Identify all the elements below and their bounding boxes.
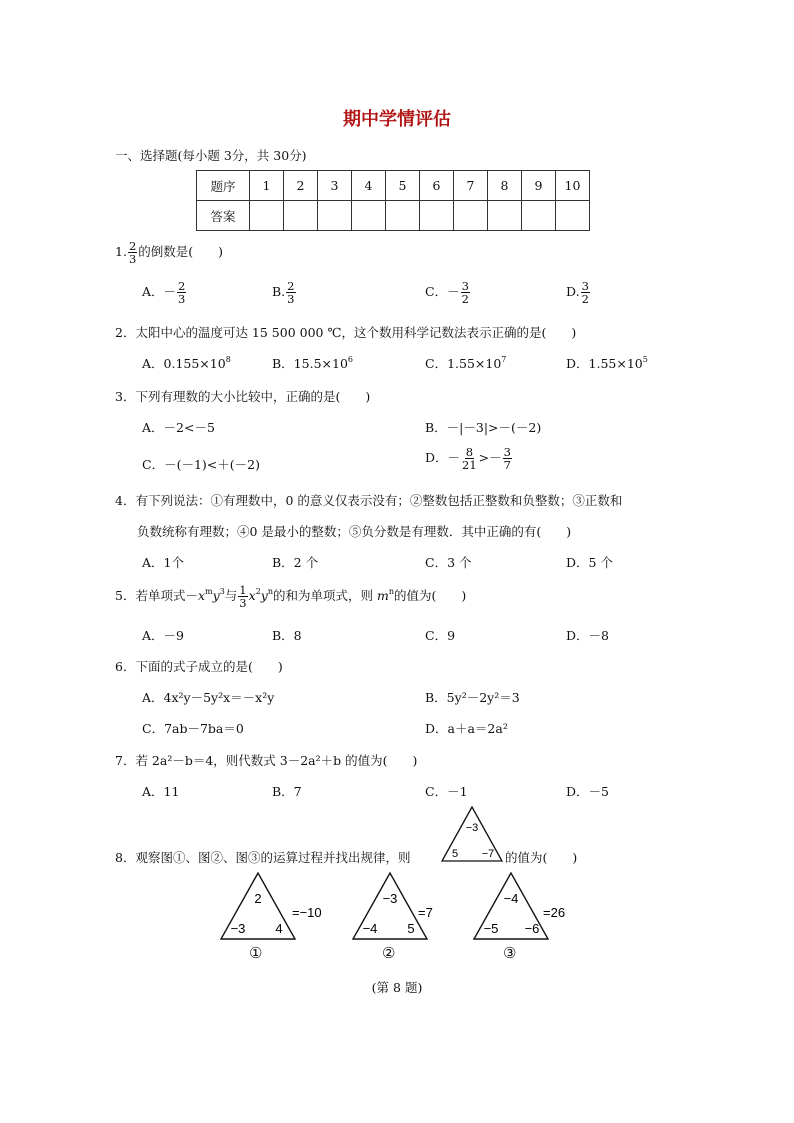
figure-2-right: 5: [407, 921, 415, 936]
figure-3: [471, 870, 581, 942]
figure-3-right: −6: [524, 921, 540, 936]
q2-option-a[interactable]: A．$0.155\times 10^8$: [142, 355, 231, 371]
answer-cell[interactable]: [318, 201, 352, 231]
answer-cell[interactable]: [454, 201, 488, 231]
q2-option-c[interactable]: C．$1.55\times 10^7$: [425, 355, 507, 371]
answer-cell[interactable]: [488, 201, 522, 231]
q4-option-c[interactable]: C．3 个: [425, 555, 472, 570]
question-6-stem: 6．下面的式子成立的是( ): [115, 659, 283, 674]
q4-option-d[interactable]: D．5 个: [566, 555, 613, 570]
table-cell: 5: [386, 171, 420, 201]
q6-option-c[interactable]: C．7ab－7ba＝0: [142, 721, 244, 736]
answer-cell[interactable]: [522, 201, 556, 231]
question-triangle: [440, 805, 504, 863]
question-triangle-left: 5: [451, 848, 459, 860]
figure-1-left: −3: [230, 921, 246, 936]
figure-caption: (第 8 题): [371, 980, 423, 995]
table-row-answers: [197, 201, 590, 231]
table-cell: 8: [488, 171, 522, 201]
q5-option-c[interactable]: C．9: [425, 628, 456, 643]
figure-3-top: −4: [503, 891, 519, 906]
question-triangle-right: −7: [481, 848, 495, 860]
table-cell: 10: [556, 171, 590, 201]
table-cell: 6: [420, 171, 454, 201]
q1-option-b[interactable]: B. $\frac{2}{3}$: [272, 279, 295, 307]
figure-1-top: 2: [254, 891, 262, 906]
q7-option-c[interactable]: C．－1: [425, 784, 468, 799]
table-cell: 1: [250, 171, 284, 201]
figure-3-result: =26: [543, 905, 566, 920]
section-heading: 一、选择题(每小题 3分，共 30分): [115, 148, 307, 163]
figure-1-right: 4: [275, 921, 283, 936]
question-triangle-top: −3: [465, 822, 479, 834]
q5-option-a[interactable]: A．－9: [142, 628, 184, 643]
question-3-stem: 3．下列有理数的大小比较中，正确的是( ): [115, 389, 371, 404]
q3-option-c[interactable]: C．－(－1)<＋(－2): [142, 457, 260, 472]
q1-option-c[interactable]: C．－ $\frac{3}{2}$: [425, 279, 469, 307]
figure-2: [350, 870, 450, 942]
table-cell: 9: [522, 171, 556, 201]
answer-cell[interactable]: [352, 201, 386, 231]
table-row-numbers: [197, 171, 590, 201]
answer-cell[interactable]: [386, 201, 420, 231]
q6-option-b[interactable]: B．5y²－2y²＝3: [425, 690, 520, 705]
figure-2-top: −3: [382, 891, 398, 906]
q2-option-b[interactable]: B．$15.5\times 10^6$: [272, 355, 353, 371]
figure-2-result: =7: [418, 905, 433, 920]
table-cell: 4: [352, 171, 386, 201]
answer-cell[interactable]: [250, 201, 284, 231]
answer-cell[interactable]: [556, 201, 590, 231]
table-row-label: 题序: [197, 171, 250, 201]
q2-option-d[interactable]: D．$1.55\times 10^5$: [566, 355, 648, 371]
figure-2-label: ②: [382, 944, 396, 962]
question-4-line-2: 负数统称有理数；④0 是最小的整数；⑤负分数是有理数．其中正确的有( ): [137, 524, 572, 539]
table-cell: 2: [284, 171, 318, 201]
answer-table: [196, 170, 590, 231]
q7-option-b[interactable]: B．7: [272, 784, 302, 799]
q4-option-a[interactable]: A．1个: [142, 555, 184, 570]
q1-option-d[interactable]: D. $\frac{3}{2}$: [566, 279, 589, 307]
question-7-stem: 7．若 2a²－b＝4，则代数式 3－2a²＋b 的值为( ): [115, 753, 418, 768]
answer-cell[interactable]: [284, 201, 318, 231]
fraction: $\frac{2}{3}$: [128, 239, 137, 267]
q5-option-d[interactable]: D．－8: [566, 628, 609, 643]
q5-option-b[interactable]: B．8: [272, 628, 302, 643]
question-2-stem: 2．太阳中心的温度可达 15 500 000 ℃，这个数用科学记数法表示正确的是( ): [115, 325, 577, 340]
table-cell: 3: [318, 171, 352, 201]
q3-option-d[interactable]: D．－ $\frac{8}{21}$ >－ $\frac{3}{7}$: [425, 445, 511, 473]
q3-option-b[interactable]: B．－|－3|>－(－2): [425, 420, 542, 435]
question-8-stem-end: 的值为( ): [505, 850, 578, 865]
figure-1: [218, 870, 336, 942]
figure-1-label: ①: [249, 944, 263, 962]
q3-option-a[interactable]: A．－2<－5: [142, 420, 215, 435]
q7-option-a[interactable]: A．11: [142, 784, 180, 799]
q1-option-a[interactable]: A．－ $\frac{2}{3}$: [142, 279, 186, 307]
question-8-stem-start: 8．观察图①、图②、图③的运算过程并找出规律，则: [115, 850, 411, 865]
figure-1-result: =−10: [292, 905, 322, 920]
table-cell: 7: [454, 171, 488, 201]
question-4-line-1: 4．有下列说法：①有理数中，0 的意义仅表示没有；②整数包括正整数和负整数；③正数和: [115, 493, 623, 508]
question-5-stem: 5．若单项式$-x^my^3$与 $\frac{1}{3}$ $x^2y^n$的和为单项式，则 $m^n$的值为( ): [115, 583, 467, 611]
q4-option-b[interactable]: B．2 个: [272, 555, 319, 570]
answer-cell[interactable]: [420, 201, 454, 231]
figure-3-label: ③: [503, 944, 517, 962]
q6-option-d[interactable]: D．a＋a＝2a²: [425, 721, 508, 736]
figure-3-left: −5: [483, 921, 499, 936]
question-1-stem: 1. $\frac{2}{3}$ 的倒数是( ): [115, 239, 224, 267]
table-row-label: 答案: [197, 201, 250, 231]
q7-option-d[interactable]: D．－5: [566, 784, 609, 799]
figure-2-left: −4: [362, 921, 378, 936]
page-title: 期中学情评估: [343, 109, 451, 130]
q6-option-a[interactable]: A．4x²y－5y²x＝－x²y: [142, 690, 275, 705]
